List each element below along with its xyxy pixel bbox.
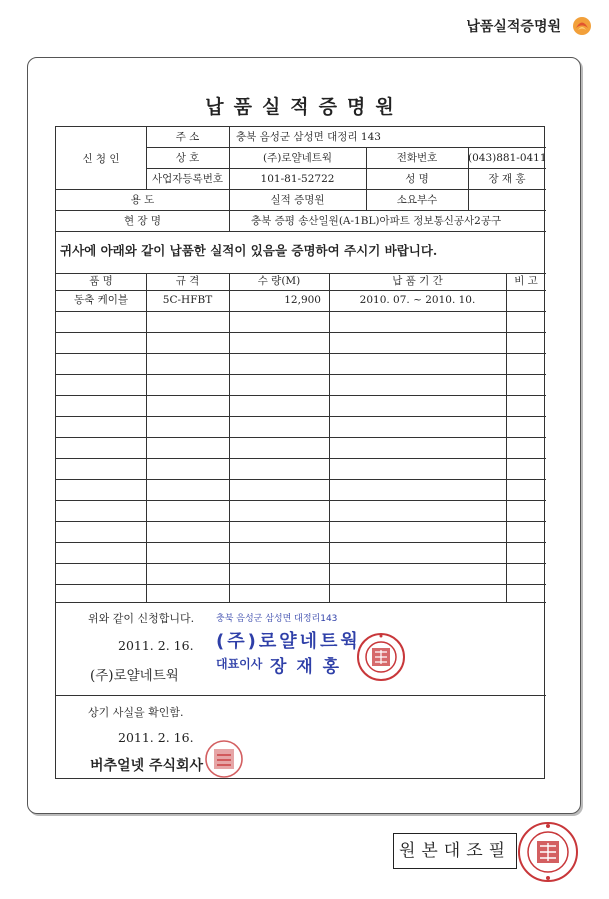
usage-label: 용 도: [130, 194, 155, 206]
phone-label: 전화번호: [396, 152, 438, 164]
address-value: 충북 음성군 삼성면 대정리 143: [236, 131, 381, 143]
header-qty: 수 량(M): [257, 275, 301, 287]
certification-seal-icon: [517, 821, 579, 883]
confirm-seal-icon: [204, 739, 244, 779]
original-copy-stamp: 원본대조필: [393, 833, 517, 869]
stamp-company: (주)로얄네트웍: [216, 631, 361, 652]
name-value: 장 재 홍: [488, 173, 526, 185]
applicant-company: (주)로얄네트웍: [90, 668, 179, 684]
header-period: 납 품 기 간: [392, 275, 443, 287]
address-label: 주 소: [175, 131, 200, 143]
trade-name-label: 상 호: [175, 152, 200, 164]
stamp-address: 충북 음성군 삼성면 대정리143: [216, 614, 338, 624]
declaration-text: 위와 같이 신청합니다.: [88, 612, 195, 625]
flame-logo-icon: [571, 14, 593, 36]
header-spec: 규 격: [175, 275, 200, 287]
stamp-ceo-title: 대표이사: [216, 657, 263, 671]
site-value: 충북 증평 송산일원(A-1BL)아파트 정보통신공사2공구: [251, 215, 502, 227]
stamp-ceo-name: 장 재 홍: [270, 657, 342, 677]
table-row-period: 2010. 07. ~ 2010. 10.: [359, 294, 476, 306]
biz-no-label: 사업자등록번호: [151, 173, 223, 185]
site-label: 현 장 명: [123, 215, 162, 227]
header-note: 비 고: [514, 275, 538, 287]
document-title: 납품실적증명원: [205, 96, 404, 118]
page-header-title: 납품실적증명원: [466, 19, 561, 35]
company-seal-icon: [356, 632, 406, 682]
request-text: 귀사에 아래와 같이 납품한 실적이 있음을 증명하여 주시기 바랍니다.: [60, 243, 438, 258]
copies-label: 소요부수: [396, 194, 438, 206]
applicant-label: 신 청 인: [82, 153, 120, 165]
phone-value: (043)881-0411: [468, 152, 547, 164]
certificate-form: [55, 126, 545, 779]
trade-name-value: (주)로얄네트웍: [262, 152, 333, 164]
table-row-spec: 5C-HFBT: [162, 294, 213, 306]
table-row-qty: 12,900: [284, 294, 321, 306]
usage-value: 실적 증명원: [270, 194, 325, 206]
header-item: 품 명: [89, 275, 113, 287]
confirm-date: 2011. 2. 16.: [118, 730, 194, 745]
applicant-date: 2011. 2. 16.: [118, 638, 194, 653]
name-label: 성 명: [405, 173, 429, 185]
biz-no-value: 101-81-52722: [260, 173, 335, 185]
confirmation-text: 상기 사실을 확인함.: [88, 706, 184, 719]
table-row-item: 동축 케이블: [73, 294, 129, 306]
confirm-company: 버추얼넷 주식회사: [90, 758, 204, 774]
